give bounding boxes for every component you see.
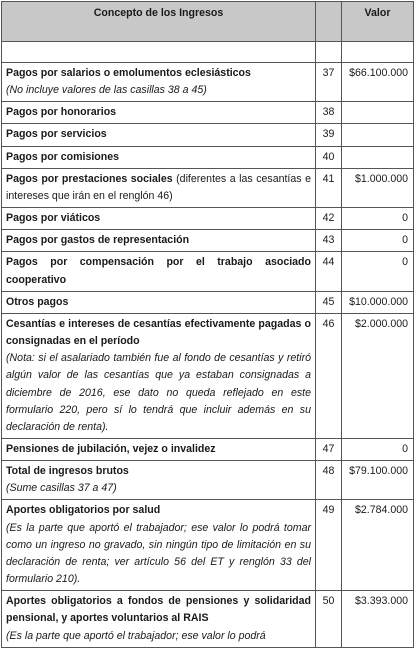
table-header-row bbox=[2, 2, 414, 42]
header-concept: Concepto de los Ingresos bbox=[2, 2, 316, 42]
concept-cell bbox=[2, 252, 316, 291]
concept-note: (No incluye valores de las casillas 38 a 45) bbox=[6, 84, 207, 97]
box-number: 41 bbox=[316, 168, 342, 207]
concept-label: Pagos por viáticos bbox=[6, 212, 101, 225]
concept-cell bbox=[2, 168, 316, 207]
value-cell: 0 bbox=[342, 438, 414, 460]
table-row bbox=[2, 146, 414, 168]
box-number: 43 bbox=[316, 230, 342, 252]
concept-cell bbox=[2, 461, 316, 500]
box-number: 50 bbox=[316, 591, 342, 647]
box-number: 46 bbox=[316, 313, 342, 438]
concept-note: (Es la parte que aportó el trabajador; ese valor lo podrá tomar como un ingreso no gravado, sin ningún tipo de limitación en su declaración de renta; ver artículo 56 del ET y renglón 33 del formulario 210). bbox=[6, 521, 311, 586]
box-number: 37 bbox=[316, 63, 342, 102]
box-number: 39 bbox=[316, 124, 342, 146]
concept-cell bbox=[2, 102, 316, 124]
concept-cell bbox=[2, 208, 316, 230]
table-row bbox=[2, 313, 414, 438]
box-number: 38 bbox=[316, 102, 342, 124]
concept-label: Pagos por compensación por el trabajo asociado cooperativo bbox=[6, 256, 311, 286]
box-number: 45 bbox=[316, 291, 342, 313]
concept-cell bbox=[2, 313, 316, 438]
concept-cell bbox=[2, 124, 316, 146]
table-row bbox=[2, 591, 414, 647]
value-cell: $10.000.000 bbox=[342, 291, 414, 313]
table-row bbox=[2, 124, 414, 146]
value-cell: $79.100.000 bbox=[342, 461, 414, 500]
concept-label: Pagos por honorarios bbox=[6, 106, 117, 119]
value-cell: $3.393.000 bbox=[342, 591, 414, 647]
table-row bbox=[2, 230, 414, 252]
concept-cell bbox=[2, 500, 316, 591]
box-number: 48 bbox=[316, 461, 342, 500]
header-value: Valor bbox=[342, 2, 414, 42]
concept-label: Pagos por prestaciones sociales bbox=[6, 172, 173, 185]
spacer-row bbox=[2, 42, 414, 63]
concept-label: Otros pagos bbox=[6, 295, 69, 308]
table-row bbox=[2, 168, 414, 207]
box-number: 40 bbox=[316, 146, 342, 168]
value-cell: $2.784.000 bbox=[342, 500, 414, 591]
value-cell: $2.000.000 bbox=[342, 313, 414, 438]
box-number: 47 bbox=[316, 438, 342, 460]
box-number: 49 bbox=[316, 500, 342, 591]
box-number: 42 bbox=[316, 208, 342, 230]
value-cell: $66.100.000 bbox=[342, 63, 414, 102]
concept-note: (Es la parte que aportó el trabajador; ese valor lo podrá bbox=[6, 629, 266, 642]
concept-cell bbox=[2, 146, 316, 168]
table-row bbox=[2, 500, 414, 591]
concept-cell bbox=[2, 63, 316, 102]
concept-label: Pagos por servicios bbox=[6, 128, 107, 141]
concept-extra: (diferentes a las cesantías e intereses que irán en el renglón 46) bbox=[6, 172, 311, 202]
concept-label: Total de ingresos brutos bbox=[6, 465, 129, 478]
table-row bbox=[2, 102, 414, 124]
value-cell: $1.000.000 bbox=[342, 168, 414, 207]
concept-label: Aportes obligatorios a fondos de pensiones y solidaridad pensional, y aportes voluntarios al RAIS bbox=[6, 595, 311, 625]
concept-label: Pagos por comisiones bbox=[6, 150, 120, 163]
concept-cell bbox=[2, 230, 316, 252]
concept-note: (Sume casillas 37 a 47) bbox=[6, 482, 117, 495]
value-cell: 0 bbox=[342, 252, 414, 291]
table-row bbox=[2, 461, 414, 500]
concept-cell bbox=[2, 591, 316, 647]
table-row bbox=[2, 291, 414, 313]
concept-note: (Nota: si el asalariado también fue al fondo de cesantías y retiró algún valor de las cesantías que ya estaban consignadas a diciembre de 2016, ese dato no queda reflejado en este formulario 220, pero sí lo tendrá que incluir además en su declaración de renta). bbox=[6, 352, 311, 433]
concept-label: Pagos por salarios o emolumentos eclesiásticos bbox=[6, 67, 251, 79]
income-table bbox=[1, 1, 414, 648]
concept-label: Aportes obligatorios por salud bbox=[6, 504, 161, 517]
table-row bbox=[2, 63, 414, 102]
concept-cell bbox=[2, 291, 316, 313]
table-row bbox=[2, 438, 414, 460]
table-row bbox=[2, 252, 414, 291]
value-cell bbox=[342, 124, 414, 146]
table-row bbox=[2, 208, 414, 230]
concept-label: Pagos por gastos de representación bbox=[6, 234, 190, 247]
value-cell: 0 bbox=[342, 208, 414, 230]
value-cell bbox=[342, 102, 414, 124]
value-cell bbox=[342, 146, 414, 168]
concept-cell bbox=[2, 438, 316, 460]
header-blank bbox=[316, 2, 342, 42]
concept-label: Cesantías e intereses de cesantías efectivamente pagadas o consignadas en el período bbox=[6, 317, 311, 348]
concept-label: Pensiones de jubilación, vejez o invalidez bbox=[6, 442, 216, 455]
box-number: 44 bbox=[316, 252, 342, 291]
value-cell: 0 bbox=[342, 230, 414, 252]
